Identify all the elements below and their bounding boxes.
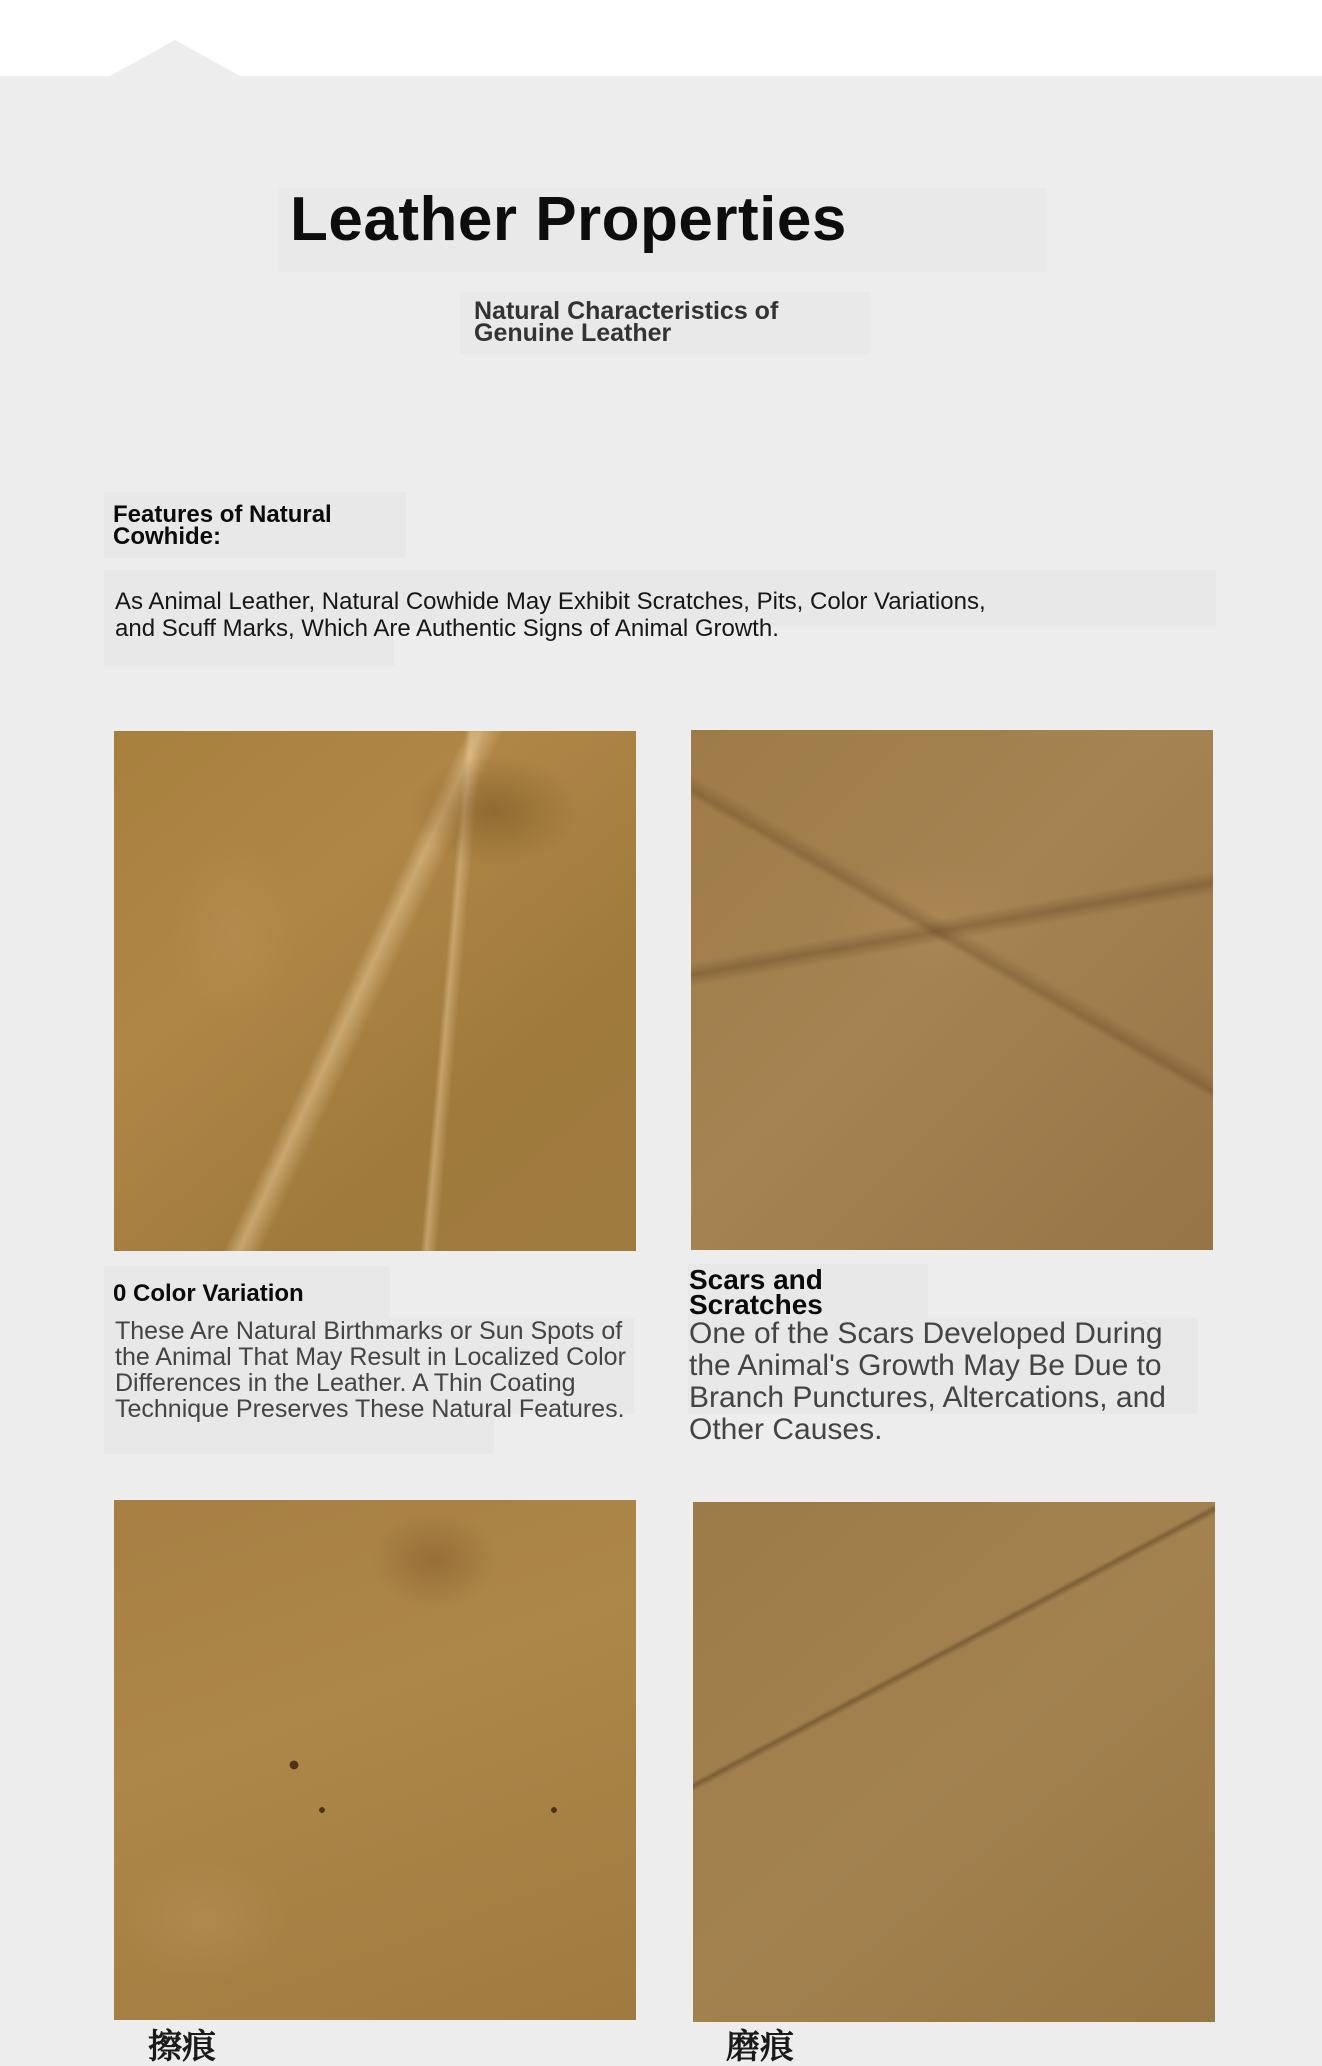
feature-title-color-variation: 0 Color Variation bbox=[104, 1266, 390, 1318]
section-intro bbox=[104, 570, 1216, 666]
leather-image-scars bbox=[691, 730, 1213, 1250]
leather-image-color-variation bbox=[114, 731, 636, 1251]
leather-image-pits bbox=[114, 1500, 636, 2020]
feature-description-color-variation bbox=[104, 1318, 634, 1454]
feature-description-text: One of the Scars Developed During the Animal's Growth May Be Due to Branch Punctures, Altercations, and Other Causes. bbox=[689, 1317, 1166, 1446]
page-title: Leather Properties bbox=[278, 188, 1046, 272]
section-intro-text: As Animal Leather, Natural Cowhide May Exhibit Scratches, Pits, Color Variations, and Scuff Marks, Which Are Authentic Signs of Animal Growth. bbox=[115, 588, 986, 642]
feature-title-scars: Scars and Scratches bbox=[688, 1264, 928, 1326]
feature-description-text: These Are Natural Birthmarks or Sun Spots of the Animal That May Result in Localized Color Differences in the Leather. A Thin Coating Technique Preserves These Natural Features. bbox=[115, 1317, 626, 1423]
top-notch-decoration bbox=[110, 40, 240, 76]
feature-description-scars bbox=[688, 1318, 1198, 1448]
section-heading: Features of Natural Cowhide: bbox=[104, 492, 406, 558]
leather-image-scuff bbox=[693, 1502, 1215, 2022]
page-subtitle: Natural Characteristics of Genuine Leather bbox=[460, 292, 870, 354]
feature-title-partial: 擦痕 bbox=[148, 2028, 216, 2066]
feature-title-partial: 磨痕 bbox=[726, 2028, 794, 2066]
